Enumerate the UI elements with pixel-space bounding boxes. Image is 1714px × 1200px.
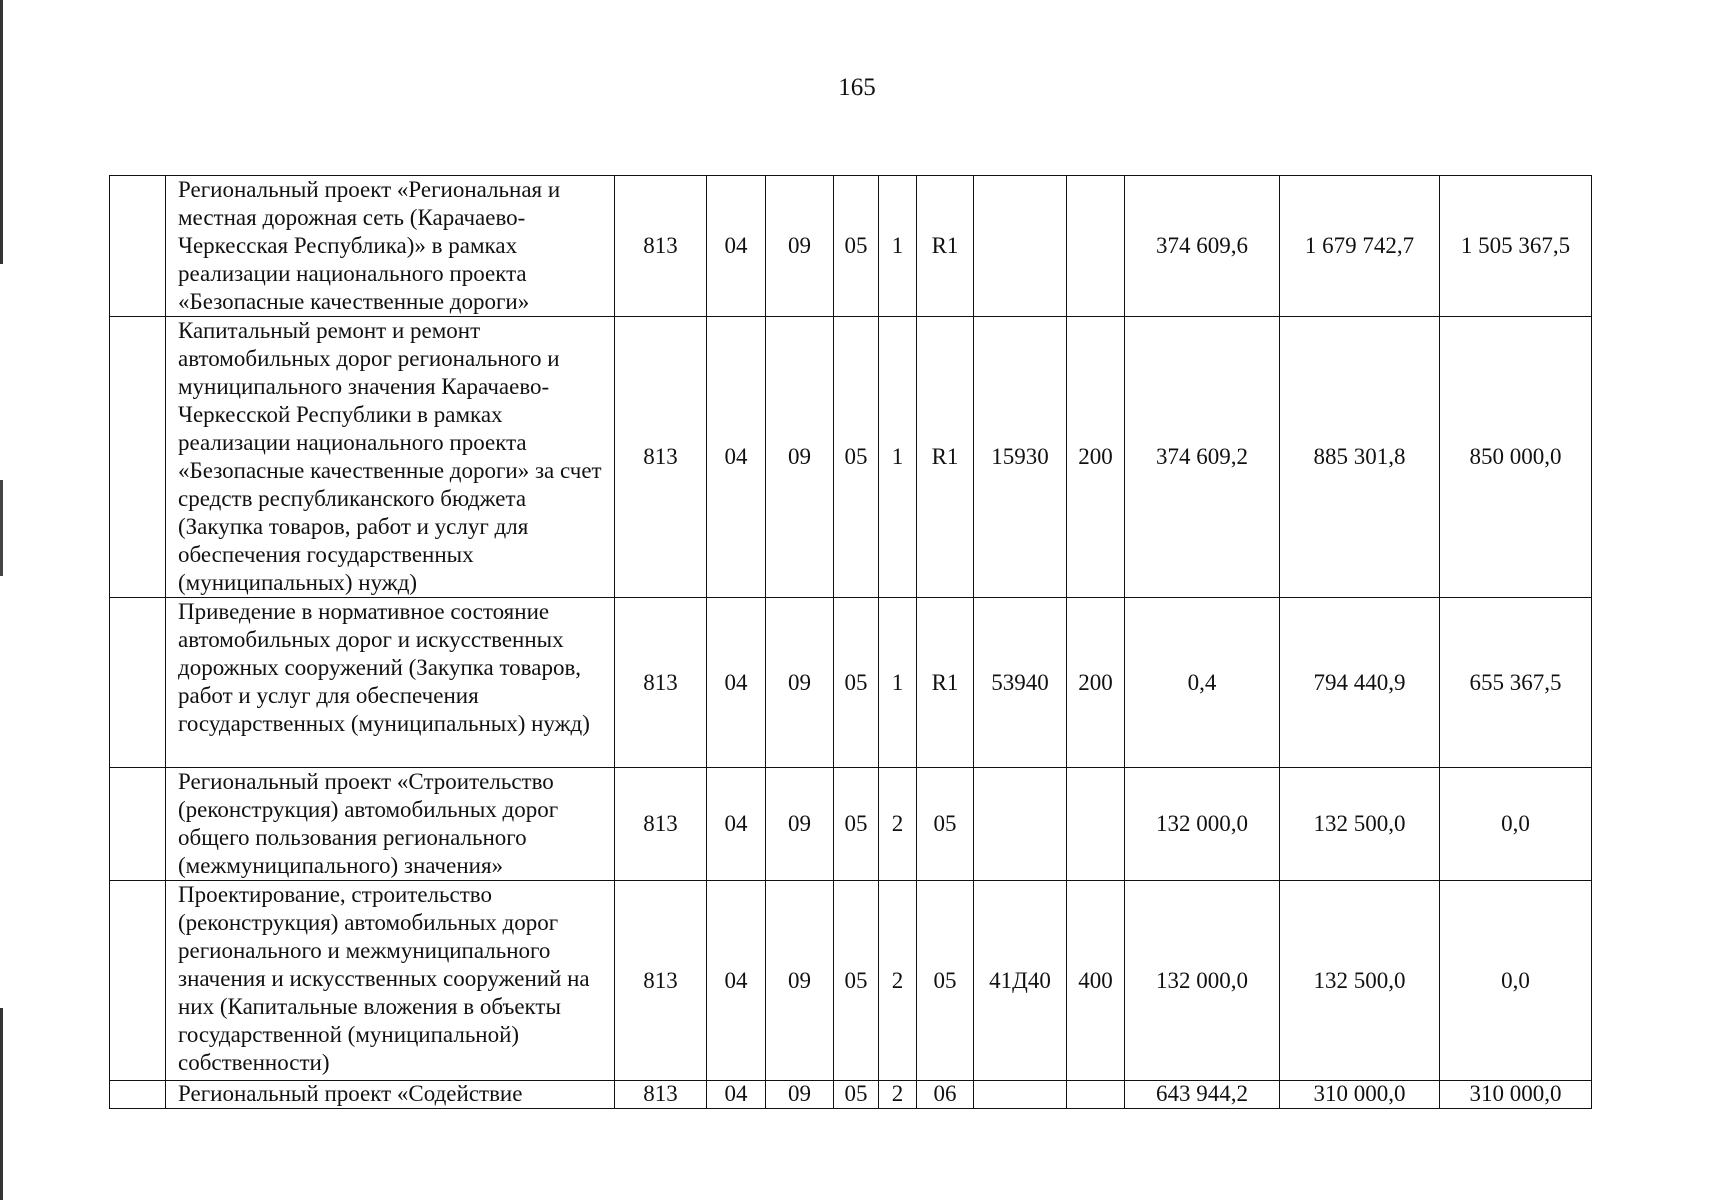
cell-sum3: 850 000,0 [1440, 317, 1592, 598]
cell-cs1: 05 [834, 598, 879, 768]
cell-pr: 09 [766, 1081, 834, 1109]
cell-vr [1067, 1081, 1125, 1109]
cell-cs1: 05 [834, 768, 879, 881]
cell-sum1: 374 609,2 [1125, 317, 1280, 598]
cell-cs3: R1 [917, 317, 974, 598]
cell-cs3: R1 [917, 176, 974, 317]
cell-cs3: 06 [917, 1081, 974, 1109]
scan-edge-mark [0, 0, 3, 1200]
cell-sum2: 132 500,0 [1280, 768, 1440, 881]
cell-cs4 [974, 768, 1067, 881]
cell-rz: 04 [707, 598, 766, 768]
cell-cs3: 05 [917, 768, 974, 881]
cell-cs4: 53940 [974, 598, 1067, 768]
cell-vr: 200 [1067, 598, 1125, 768]
cell-cs2: 1 [879, 176, 917, 317]
row-index-cell [110, 768, 166, 881]
cell-name: Региональный проект «Строительство (реконструкция) автомобильных дорог общего пользования регионального (межмуниципального) значения» [166, 768, 615, 881]
cell-cs4 [974, 1081, 1067, 1109]
cell-cs1: 05 [834, 176, 879, 317]
cell-cs4: 41Д40 [974, 881, 1067, 1081]
cell-sum2: 1 679 742,7 [1280, 176, 1440, 317]
table-row [110, 768, 1592, 881]
cell-rz: 04 [707, 768, 766, 881]
table-row [110, 1081, 1592, 1109]
cell-grbs: 813 [615, 1081, 707, 1109]
cell-sum2: 310 000,0 [1280, 1081, 1440, 1109]
cell-vr: 200 [1067, 317, 1125, 598]
cell-vr: 400 [1067, 881, 1125, 1081]
table-row [110, 598, 1592, 768]
row-index-cell [110, 317, 166, 598]
cell-name: Региональный проект «Содействие [166, 1081, 615, 1109]
cell-grbs: 813 [615, 881, 707, 1081]
row-index-cell [110, 1081, 166, 1109]
cell-pr: 09 [766, 598, 834, 768]
cell-cs1: 05 [834, 1081, 879, 1109]
cell-rz: 04 [707, 317, 766, 598]
table-body [110, 176, 1592, 1109]
cell-cs1: 05 [834, 317, 879, 598]
cell-cs2: 2 [879, 1081, 917, 1109]
table-row [110, 881, 1592, 1081]
cell-sum2: 132 500,0 [1280, 881, 1440, 1081]
cell-vr [1067, 768, 1125, 881]
cell-cs2: 1 [879, 598, 917, 768]
cell-sum3: 0,0 [1440, 768, 1592, 881]
cell-grbs: 813 [615, 768, 707, 881]
cell-sum1: 132 000,0 [1125, 881, 1280, 1081]
cell-name: Региональный проект «Региональная и местная дорожная сеть (Карачаево-Черкесская Республика)» в рамках реализации национального проекта «Безопасные качественные дороги» [166, 176, 615, 317]
cell-name: Капитальный ремонт и ремонт автомобильных дорог регионального и муниципального значения Карачаево-Черкесской Республики в рамках реализации национального проекта «Безопасные качественные дороги» за счет средств республиканского бюджета (Закупка товаров, работ и услуг для обеспечения государственных (муниципальных) нужд) [166, 317, 615, 598]
cell-grbs: 813 [615, 317, 707, 598]
row-index-cell [110, 881, 166, 1081]
cell-pr: 09 [766, 317, 834, 598]
cell-sum3: 655 367,5 [1440, 598, 1592, 768]
cell-cs3: 05 [917, 881, 974, 1081]
row-index-cell [110, 598, 166, 768]
cell-cs2: 2 [879, 881, 917, 1081]
cell-cs4: 15930 [974, 317, 1067, 598]
cell-sum3: 310 000,0 [1440, 1081, 1592, 1109]
cell-sum3: 0,0 [1440, 881, 1592, 1081]
cell-pr: 09 [766, 176, 834, 317]
cell-sum2: 794 440,9 [1280, 598, 1440, 768]
table-row [110, 176, 1592, 317]
cell-pr: 09 [766, 881, 834, 1081]
cell-sum1: 132 000,0 [1125, 768, 1280, 881]
cell-sum1: 0,4 [1125, 598, 1280, 768]
cell-name: Проектирование, строительство (реконструкция) автомобильных дорог регионального и межмуниципального значения и искусственных сооружений на них (Капитальные вложения в объекты государственной (муниципальной) собственности) [166, 881, 615, 1081]
cell-name: Приведение в нормативное состояние автомобильных дорог и искусственных дорожных сооружений (Закупка товаров, работ и услуг для обеспечения государственных (муниципальных) нужд) [166, 598, 615, 768]
cell-sum2: 885 301,8 [1280, 317, 1440, 598]
cell-pr: 09 [766, 768, 834, 881]
cell-sum1: 374 609,6 [1125, 176, 1280, 317]
cell-vr [1067, 176, 1125, 317]
page-number: 165 [838, 74, 876, 101]
cell-cs1: 05 [834, 881, 879, 1081]
cell-rz: 04 [707, 881, 766, 1081]
row-index-cell [110, 176, 166, 317]
cell-cs3: R1 [917, 598, 974, 768]
budget-table [109, 175, 1592, 1109]
cell-sum3: 1 505 367,5 [1440, 176, 1592, 317]
cell-grbs: 813 [615, 176, 707, 317]
cell-cs2: 2 [879, 768, 917, 881]
cell-rz: 04 [707, 176, 766, 317]
cell-sum1: 643 944,2 [1125, 1081, 1280, 1109]
cell-rz: 04 [707, 1081, 766, 1109]
table-row [110, 317, 1592, 598]
cell-cs4 [974, 176, 1067, 317]
cell-grbs: 813 [615, 598, 707, 768]
cell-cs2: 1 [879, 317, 917, 598]
